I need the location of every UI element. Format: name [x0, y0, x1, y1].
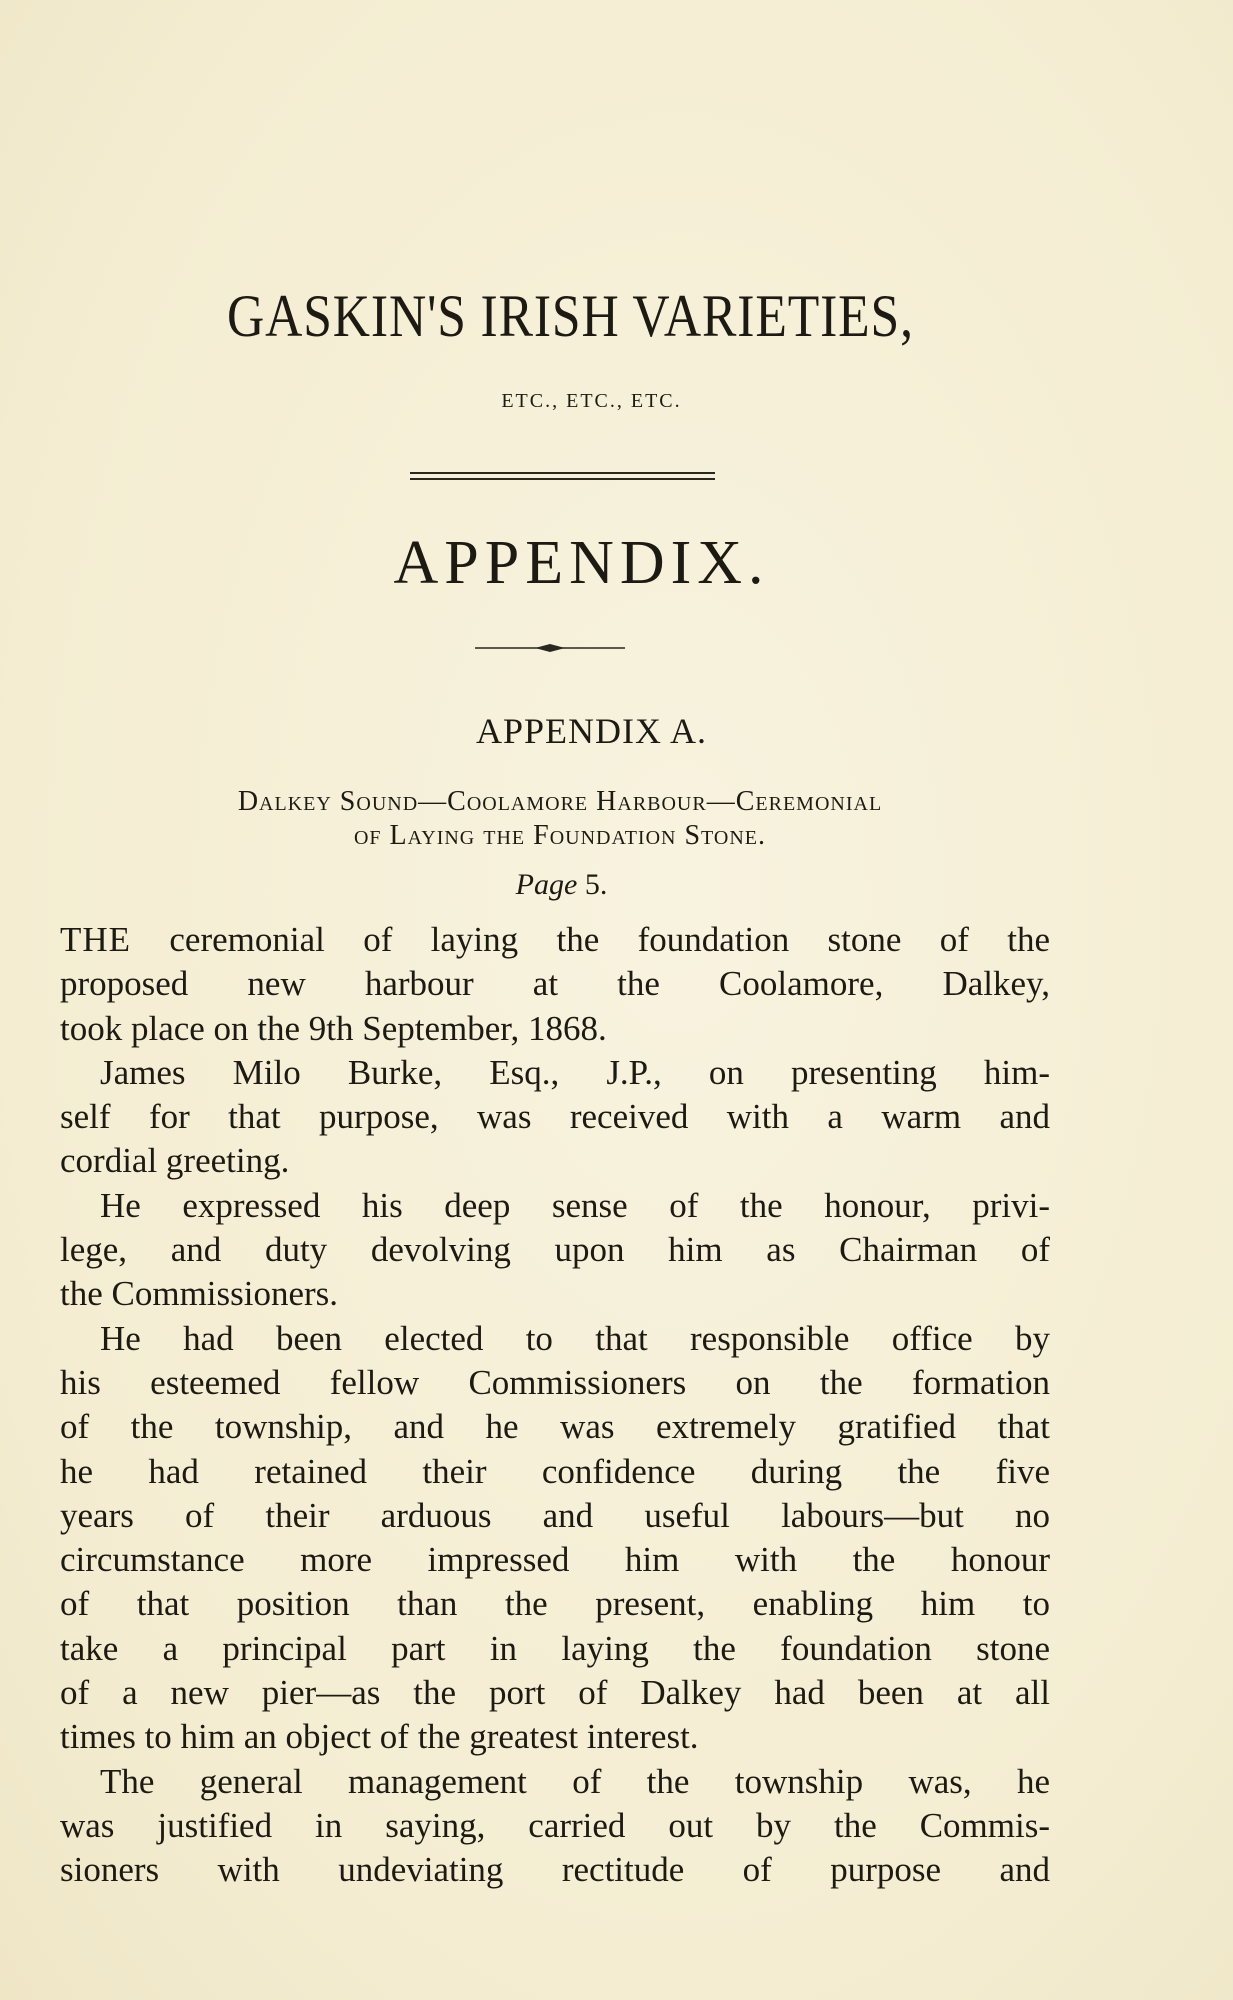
text-line: lege, and duty devolving upon him as Chairman of: [60, 1230, 1050, 1270]
text-line: He expressed his deep sense of the honour, privi-: [100, 1185, 1050, 1225]
text-line: of a new pier—as the port of Dalkey had been at all: [60, 1673, 1050, 1713]
text-line: of that position than the present, enabling him to: [60, 1584, 1050, 1624]
text-line: took place on the 9th September, 1868.: [60, 1008, 607, 1048]
text-line: take a principal part in laying the foundation stone: [60, 1628, 1050, 1668]
text-line: James Milo Burke, Esq., J.P., on presenting him-: [100, 1052, 1050, 1092]
text-line-content: ceremonial of laying the foundation stone of the: [169, 920, 1050, 959]
text-line: The general management of the township was, he: [100, 1761, 1050, 1801]
text-line: years of their arduous and useful labours—but no: [60, 1495, 1050, 1535]
appendix-heading: APPENDIX.: [393, 529, 770, 597]
section-subject: [80, 785, 1040, 853]
text-line: [60, 918, 1050, 962]
text-line: proposed new harbour at the Coolamore, Dalkey,: [60, 964, 1050, 1004]
body-text: [60, 918, 1050, 1893]
text-line: self for that purpose, was received with a warm and: [60, 1097, 1050, 1137]
text-line: he had retained their confidence during the five: [60, 1451, 1050, 1491]
subject-line: of Laying the Foundation Stone.: [353, 820, 766, 851]
book-subtitle: ETC., ETC., ETC.: [501, 390, 682, 412]
page-reference-label: Page: [515, 868, 578, 901]
subject-line: Dalkey Sound—Coolamore Harbour—Ceremonial: [237, 786, 883, 817]
text-line: cordial greeting.: [60, 1141, 290, 1181]
text-line: his esteemed fellow Commissioners on the formation: [60, 1362, 1050, 1402]
ornament-divider-icon: [475, 642, 625, 654]
text-line: the Commissioners.: [60, 1274, 339, 1314]
text-line: sioners with undeviating rectitude of purpose and: [60, 1850, 1050, 1890]
text-line: was justified in saying, carried out by the Commis-: [60, 1805, 1050, 1845]
page-reference: [0, 868, 1178, 902]
double-rule-divider: [410, 472, 715, 480]
section-heading: APPENDIX A.: [475, 711, 708, 751]
page-reference-number: 5.: [584, 868, 608, 901]
first-word: THE: [60, 920, 132, 959]
text-line: He had been elected to that responsible office by: [100, 1318, 1050, 1358]
text-line: circumstance more impressed him with the honour: [60, 1540, 1050, 1580]
text-line: times to him an object of the greatest interest.: [60, 1717, 699, 1757]
book-title: GASKIN'S IRISH VARIETIES,: [226, 283, 914, 349]
text-line: of the township, and he was extremely gratified that: [60, 1407, 1050, 1447]
